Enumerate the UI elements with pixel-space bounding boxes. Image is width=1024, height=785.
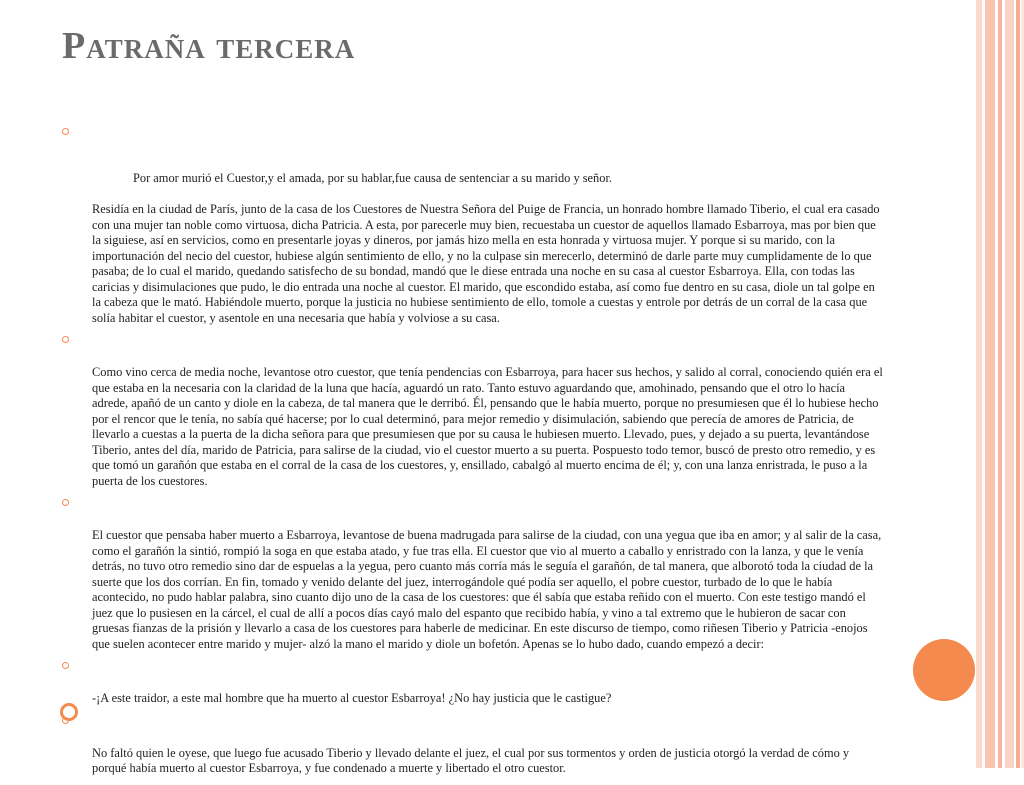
decorative-stripes — [976, 0, 1024, 768]
stripe — [1005, 0, 1014, 768]
bullet-icon — [62, 499, 69, 506]
paragraph-text: -¡A este traidor, a este mal hombre que ha muerto al cuestor Esbarroya! ¿No hay justicia que le castigue? — [92, 691, 612, 705]
paragraph-text: El cuestor que pensaba haber muerto a Esbarroya, levantose de buena madrugada para salirse de la ciudad, con una yegua que iba en amor; y al salir de la casa, como el garañón la sintió, rompió la soga en que estaba atado, y fue tras ella. El cuestor que vio al muerto a caballo y enristrado con la lanza, y que le venía detrás, no tuvo otro remedio sino dar de espuelas a la yegua, pero cuanto más corría más le seguía el garañón, de tal manera, que alborotó toda la ciudad de la suerte que los dos corrían. En fin, tomado y venido delante del juez, interrogándole qué podía ser aquello, el pobre cuestor, turbado de lo que le había acontecido, no pudo hablar palabra, sino cuanto dijo uno de la casa de los cuestores: que él sabía que estaba reñido con el muerto. Con este testigo mandó el juez que lo pusiesen en la cárcel, el cual de allí a pocos días cayó malo del espanto que recibido había, y vino a tal extremo que le hubieron de sacar con gruesas fianzas de la prisión y llevarlo a casa de los cuestores para haberle de medicinar. En este discurso de tiempo, como riñesen Tiberio y Patricia -enojos que suelen acontecer entre marido y mujer- alzó la mano el marido y diole un bofetón. Apenas se lo hubo dado, cuando empezó a decir: — [92, 528, 882, 651]
empty-bullet-icon — [60, 703, 78, 721]
stripe — [976, 0, 982, 768]
decorative-circle — [913, 639, 975, 701]
bullet-icon — [62, 662, 69, 669]
paragraph-1 — [62, 126, 884, 326]
paragraph-4 — [62, 660, 884, 707]
paragraph-first-line: Por amor murió el Cuestor,y el amada, por su hablar,fue causa de sentenciar a su marido y señor. — [133, 171, 612, 185]
stripe — [985, 0, 995, 768]
paragraph-text: Residía en la ciudad de París, junto de la casa de los Cuestores de Nuestra Señora del Puige de Francia, un honrado hombre llamado Tiberio, el cual era casado con una mujer tan noble como virtuosa, dicha Patricia. A esta, por parecerle muy bien, recuestaba un cuestor de aquellos llamado Esbarroya, mas por bien que la siguiese, así en servicios, como en presentarle joyas y dineros, por jamás hizo mella en esta honrada y virtuosa mujer. Y porque si su marido, con la importunación del necio del cuestor, hubiese algún sentimiento de ello, y no la culpase sin merecerlo, determinó de darle parte muy cumplidamente de lo que pasaba; de lo cual el marido, quedando satisfecho de su bondad, mandó que le diese entrada una noche en su casa al cuestor Esbarroya. Ella, con todas las caricias y disimulaciones que pudo, le dio entrada una noche al cuestor. El marido, que escondido estaba, así como fue dentro en su casa, diole un tal golpe en la cabeza que le mató. Habiéndole muerto, porque la justicia no hubiese sentimiento de ello, tomole a cuestas y entrole por detrás de un corral de la casa que solía habitar el cuestor, y asentole en una necesaria que había y volviose a su casa. — [92, 202, 880, 325]
paragraph-text: Como vino cerca de media noche, levantose otro cuestor, que tenía pendencias con Esbarroya, para hacer sus hechos, y salido al corral, conociendo quién era el que estaba en la necesaria con la claridad de la luna que hacía, aguardó un rato. Tanto estuvo aguardando que, amohinado, pensando que el otro lo hacía adrede, apañó de un canto y diole en la cabeza, de tal manera que le derribó. Él, pensando que le había muerto, porque no presumiesen que él lo hubiese hecho por el rencor que le tenía, no sabía qué hacerse; por lo cual determinó, para mejor remedio y disimulación, sabiendo que perecía de amores de Patricia, de llevarlo a cuestas a la puerta de la dicha señora para que presumiesen que por su causa le hubiesen muerto. Llevado, pues, y dejado a su puerta, levantándose Tiberio, antes del día, marido de Patricia, para salirse de la ciudad, vio el cuestor muerto a su puerta. Pospuesto todo temor, buscó de presto otro remedio, y es que tomó un garañón que estaba en el corral de la casa de los cuestores, y, ensillado, cabalgó al muerto encima de él; y, con una lanza enristrada, le puso a la puerta de los cuestores. — [92, 365, 883, 488]
paragraph-text: No faltó quien le oyese, que luego fue acusado Tiberio y llevado delante el juez, el cual por sus tormentos y orden de justicia otorgó la verdad de cómo y porqué había muerto al cuestor Esbarroya, y fue condenado a muerte y libertado el otro cuestor. — [92, 745, 850, 775]
slide-title: Patraña tercera — [62, 25, 356, 67]
paragraph-3 — [62, 497, 884, 652]
stripe — [998, 0, 1002, 768]
bullet-icon — [62, 336, 69, 343]
slide-content — [62, 126, 884, 785]
bullet-icon — [62, 128, 69, 135]
stripe — [1016, 0, 1020, 768]
paragraph-2 — [62, 334, 884, 489]
paragraph-5 — [62, 715, 884, 777]
